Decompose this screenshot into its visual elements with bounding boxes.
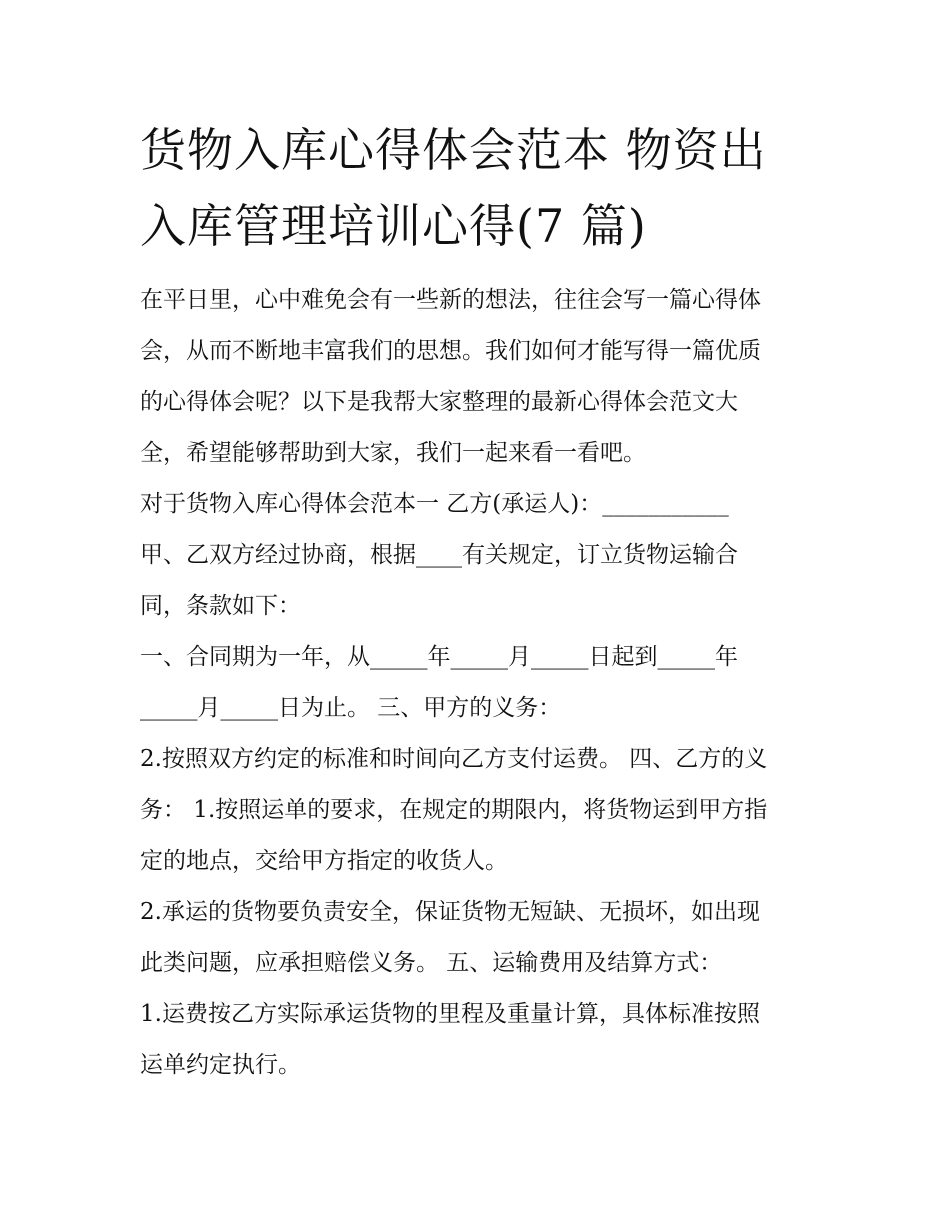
body-line: 对于货物入库心得体会范本一 乙方(承运人)：___________: [140, 491, 729, 517]
title-line: 货物入库心得体会范本 物资出: [140, 123, 767, 177]
document-title: [140, 112, 840, 264]
body-line: 同，条款如下：: [140, 593, 301, 619]
body-line: 的心得体会呢？以下是我帮大家整理的最新心得体会范文大: [140, 389, 738, 415]
title-line: 入库管理培训心得(7 篇): [140, 199, 647, 253]
body-line: 甲、乙双方经过协商，根据____有关规定，订立货物运输合: [140, 542, 738, 568]
body-line: 在平日里，心中难免会有一些新的想法，往往会写一篇心得体: [140, 287, 761, 313]
body-line: 务： 1.按照运单的要求，在规定的期限内，将货物运到甲方指: [140, 797, 768, 823]
body-line: 1.运费按乙方实际承运货物的里程及重量计算，具体标准按照: [140, 1001, 760, 1027]
document-body: [140, 275, 820, 1091]
body-line: 此类问题，应承担赔偿义务。 五、运输费用及结算方式：: [140, 950, 723, 976]
body-line: 一、合同期为一年，从_____年_____月_____日起到_____年: [140, 644, 738, 670]
body-line: 2.按照双方约定的标准和时间向乙方支付运费。 四、乙方的义: [140, 746, 768, 772]
body-line: 运单约定执行。: [140, 1052, 301, 1078]
body-line: 定的地点，交给甲方指定的收货人。: [140, 848, 508, 874]
body-line: 全，希望能够帮助到大家，我们一起来看一看吧。: [140, 440, 646, 466]
body-line: 2.承运的货物要负责安全，保证货物无短缺、无损坏，如出现: [140, 899, 760, 925]
body-line: 会，从而不断地丰富我们的思想。我们如何才能写得一篇优质: [140, 338, 761, 364]
body-line: _____月_____日为止。 三、甲方的义务：: [140, 695, 562, 721]
